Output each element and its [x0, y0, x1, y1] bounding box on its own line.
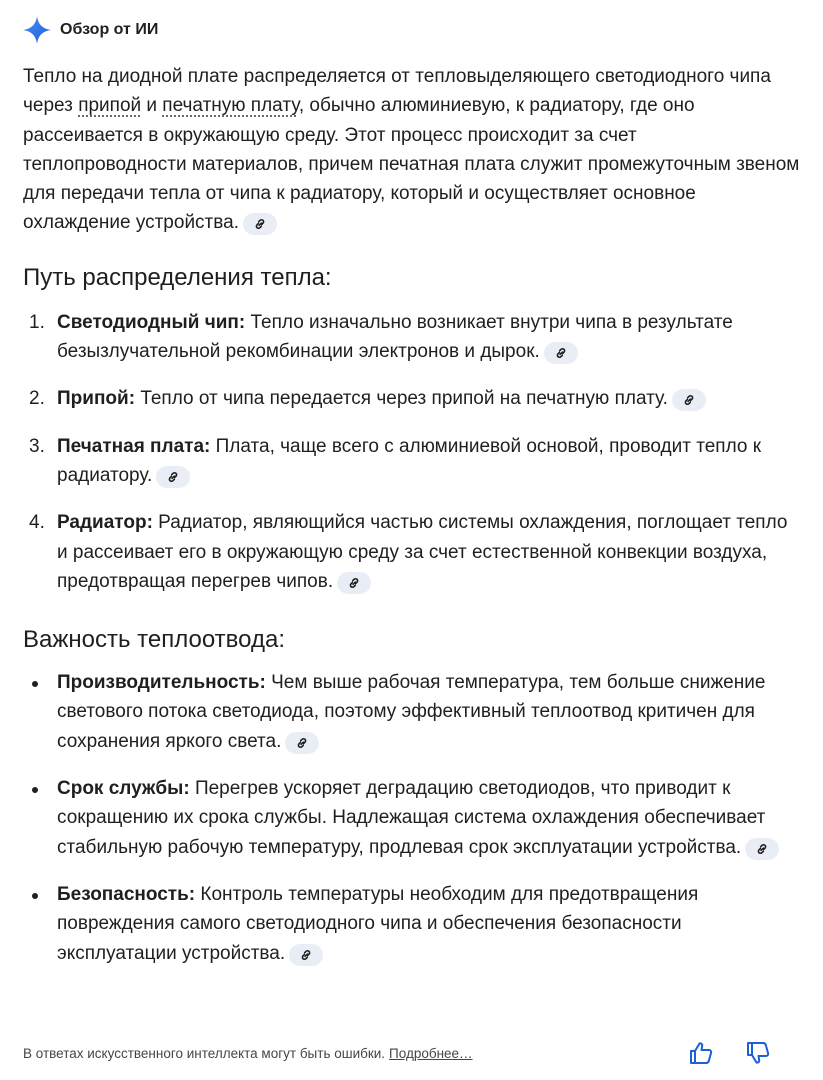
- link-icon: [347, 576, 361, 590]
- source-link-chip[interactable]: [745, 838, 779, 860]
- source-link-chip[interactable]: [285, 732, 319, 754]
- section-heading-importance: Важность теплоотвода:: [23, 626, 285, 654]
- source-link-chip[interactable]: [337, 572, 371, 594]
- intro-paragraph: Тепло на диодной плате распределяется от тепловыделяющего светодиодного чипа через припой и печатную плату, обычно алюминиевую, к радиатору, где оно рассеивается в окружающую среду. Этот процесс происходит за счет теплопроводности материалов, причем печатная плата служит промежуточным звеном для передачи тепла от чипа к радиатору, который и осуществляет основное охлаждение устройства.: [23, 66, 800, 234]
- source-link-chip[interactable]: [243, 213, 277, 235]
- footer: [23, 1040, 803, 1066]
- bullet: [32, 893, 38, 899]
- bullet: [32, 681, 38, 687]
- sparkle-icon: [22, 15, 52, 45]
- source-link-chip[interactable]: [289, 944, 323, 966]
- pcb-link[interactable]: печатную плату: [162, 95, 299, 117]
- list-item: 1. Светодиодный чип: Тепло изначально возникает внутри чипа в результате безызлучательной рекомбинации электронов и дырок.: [29, 311, 733, 363]
- link-icon: [682, 393, 696, 407]
- link-icon: [253, 217, 267, 231]
- overview-content: [23, 62, 803, 968]
- link-icon: [166, 470, 180, 484]
- link-icon: [554, 346, 568, 360]
- link-icon: [755, 842, 769, 856]
- source-link-chip[interactable]: [156, 466, 190, 488]
- learn-more-link[interactable]: Подробнее…: [389, 1045, 473, 1061]
- link-icon: [299, 948, 313, 962]
- list-item: 4. Радиатор: Радиатор, являющийся частью системы охлаждения, поглощает тепло и рассеивает его в окружающую среду за счет естественной конвекции воздуха, предотвращая перегрев чипов.: [29, 512, 788, 592]
- heat-path-list: [23, 308, 803, 596]
- thumbs-up-icon[interactable]: [688, 1040, 714, 1066]
- solder-link[interactable]: припой: [78, 95, 142, 117]
- ai-overview-header: [22, 14, 158, 46]
- list-item: Безопасность: Контроль температуры необходим для предотвращения повреждения самого светодиодного чипа и обеспечения безопасности эксплуатации устройства.: [23, 880, 803, 968]
- ai-disclaimer: В ответах искусственного интеллекта могут быть ошибки.: [23, 1045, 386, 1061]
- importance-list: [23, 668, 803, 968]
- source-link-chip[interactable]: [544, 342, 578, 364]
- source-link-chip[interactable]: [672, 389, 706, 411]
- list-item: Производительность: Чем выше рабочая температура, тем больше снижение светового потока светодиода, поэтому эффективный теплоотвод критичен для сохранения яркого света.: [23, 668, 803, 756]
- list-item: 3. Печатная плата: Плата, чаще всего с алюминиевой основой, проводит тепло к радиатору.: [29, 435, 762, 486]
- header-title: Обзор от ИИ: [60, 21, 159, 38]
- section-heading-heat-path: Путь распределения тепла:: [23, 263, 332, 291]
- thumbs-down-icon[interactable]: [745, 1040, 771, 1066]
- list-item: 2. Припой: Тепло от чипа передается через припой на печатную плату.: [23, 384, 803, 413]
- link-icon: [295, 736, 309, 750]
- list-item: Срок службы: Перегрев ускоряет деградацию светодиодов, что приводит к сокращению их срока службы. Надлежащая система охлаждения обеспечивает стабильную рабочую температуру, продлевая срок эксплуатации устройства.: [23, 774, 803, 862]
- bullet: [32, 787, 38, 793]
